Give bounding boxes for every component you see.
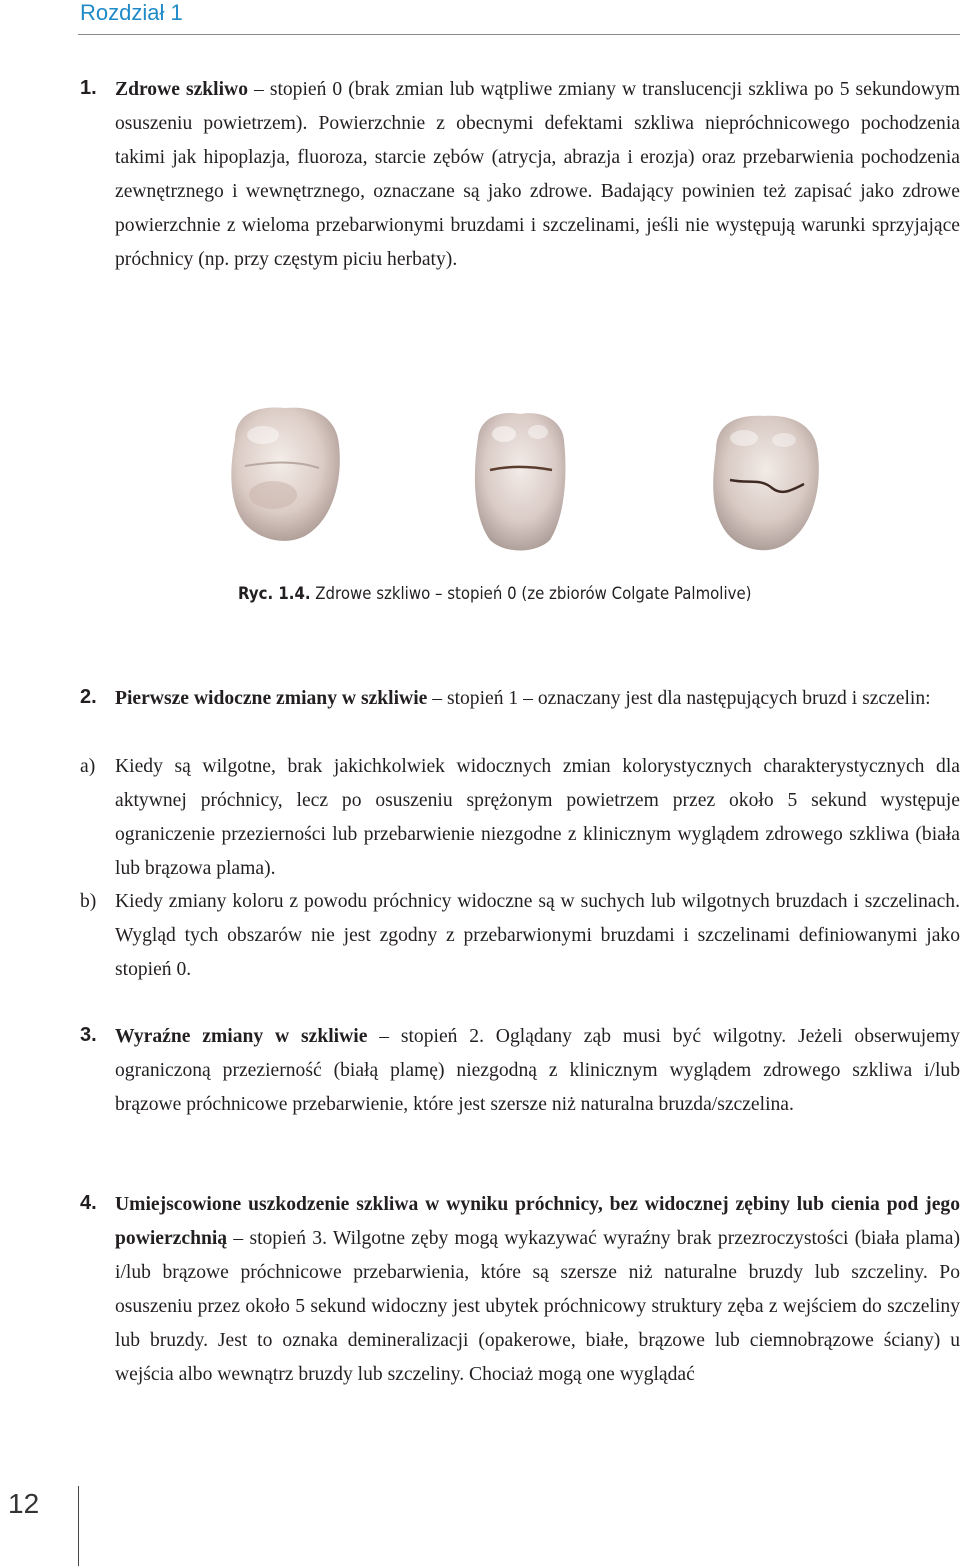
item-text: – stopień 3. Wilgotne zęby mogą wykazywać wyraźny brak przezroczystości (biała plama) i/lub brązowe próchnicowe przebarwienia, które są szersze niż naturalne bruzdy lub szczeliny. Po osuszeniu przez około 5 sekund widoczny jest ubytek próchnicowy struktury zęba z wejściem do szczeliny lub bruzdy. Jest to oznaka demineralizacji (opakerowe, białe, brązowe lub ciemnobrązowe ściany) u wejścia albo wewnątrz bruzdy lub szczeliny. Chociaż mogą one wyglądać xyxy=(115,1228,960,1385)
item-paragraph xyxy=(115,1188,960,1392)
criterion-item-4 xyxy=(80,1188,960,1392)
figure-caption xyxy=(238,584,752,604)
item-paragraph xyxy=(115,1020,960,1122)
subitem-text: Kiedy zmiany koloru z powodu próchnicy widoczne są w suchych lub wilgotnych bruzdach i szczelinach. Wygląd tych obszarów nie jest zgodny z przebarwionymi bruzdami i szczelinami definiowanymi jako stopień 0. xyxy=(115,891,960,980)
page-margin-rule xyxy=(78,1486,79,1566)
item-text: – stopień 1 – oznaczany jest dla następujących bruzd i szczelin: xyxy=(427,688,931,709)
item-paragraph xyxy=(115,73,960,277)
subitem-label: b) xyxy=(80,891,97,912)
item-number: 2. xyxy=(80,686,97,708)
item-number: 4. xyxy=(80,1192,97,1214)
item-heading: Zdrowe szkliwo xyxy=(115,79,249,100)
item-heading: Pierwsze widoczne zmiany w szkliwie xyxy=(115,688,428,709)
item-paragraph xyxy=(115,682,960,716)
tooth-image-1 xyxy=(215,400,355,550)
subitem-b xyxy=(80,885,960,987)
item-number: 3. xyxy=(80,1024,97,1046)
criterion-item-1 xyxy=(80,73,960,277)
tooth-image-3 xyxy=(700,410,830,560)
figure-caption-text: Zdrowe szkliwo – stopień 0 (ze zbiorów Colgate Palmolive) xyxy=(310,584,752,604)
item-text: – stopień 0 (brak zmian lub wątpliwe zmiany w translucencji szkliwa po 5 sekundowym osuszeniu powietrzem). Powierzchnie z obecnymi defektami szkliwa niepróchnicowego pochodzenia takimi jak hipoplazja, fluoroza, starcie zębów (atrycja, abrazja i erozja) oraz przebarwienia pochodzenia zewnętrznego i wewnętrznego, oznaczane są jako zdrowe. Badający powinien też zapisać jako zdrowe powierzchnie z wieloma przebarwionymi bruzdami i szczelinami, jeśli nie występują warunki sprzyjające próchnicy (np. przy częstym piciu herbaty). xyxy=(115,79,960,270)
page-number: 12 xyxy=(8,1488,40,1519)
item-text: – stopień 2. Oglądany ząb musi być wilgotny. Jeżeli obserwujemy ograniczoną przezierność (białą plamę) niezgodną z klinicznym wyglądem zdrowego szkliwa i/lub brązowe próchnicowe przebarwienie, które jest szersze niż naturalna bruzda/szczelina. xyxy=(115,1026,960,1115)
header-rule xyxy=(78,34,960,35)
teeth-figure xyxy=(205,400,835,560)
subitem-text: Kiedy są wilgotne, brak jakichkolwiek widocznych zmian kolorystycznych charakterystycznych dla aktywnej próchnicy, lecz po osuszeniu sprężonym powietrzem przez około 5 sekund występuje ograniczenie przezierności lub przebarwienie niezgodne z klinicznym wyglądem zdrowego szkliwa (biała lub brązowa plama). xyxy=(115,756,960,879)
item-heading: Umiejscowione uszkodzenie szkliwa w wyniku próchnicy, bez widocznej zębiny lub cienia pod jego powierzchnią xyxy=(115,1194,960,1249)
figure-label: Ryc. 1.4. xyxy=(238,584,311,604)
chapter-title: Rozdział 1 xyxy=(80,0,183,25)
criterion-item-2 xyxy=(80,682,960,716)
subitem-a xyxy=(80,750,960,886)
item-heading: Wyraźne zmiany w szkliwie xyxy=(115,1026,368,1047)
criterion-item-3 xyxy=(80,1020,960,1122)
subitem-label: a) xyxy=(80,756,96,777)
item-number: 1. xyxy=(80,77,97,99)
tooth-image-2 xyxy=(460,408,580,558)
